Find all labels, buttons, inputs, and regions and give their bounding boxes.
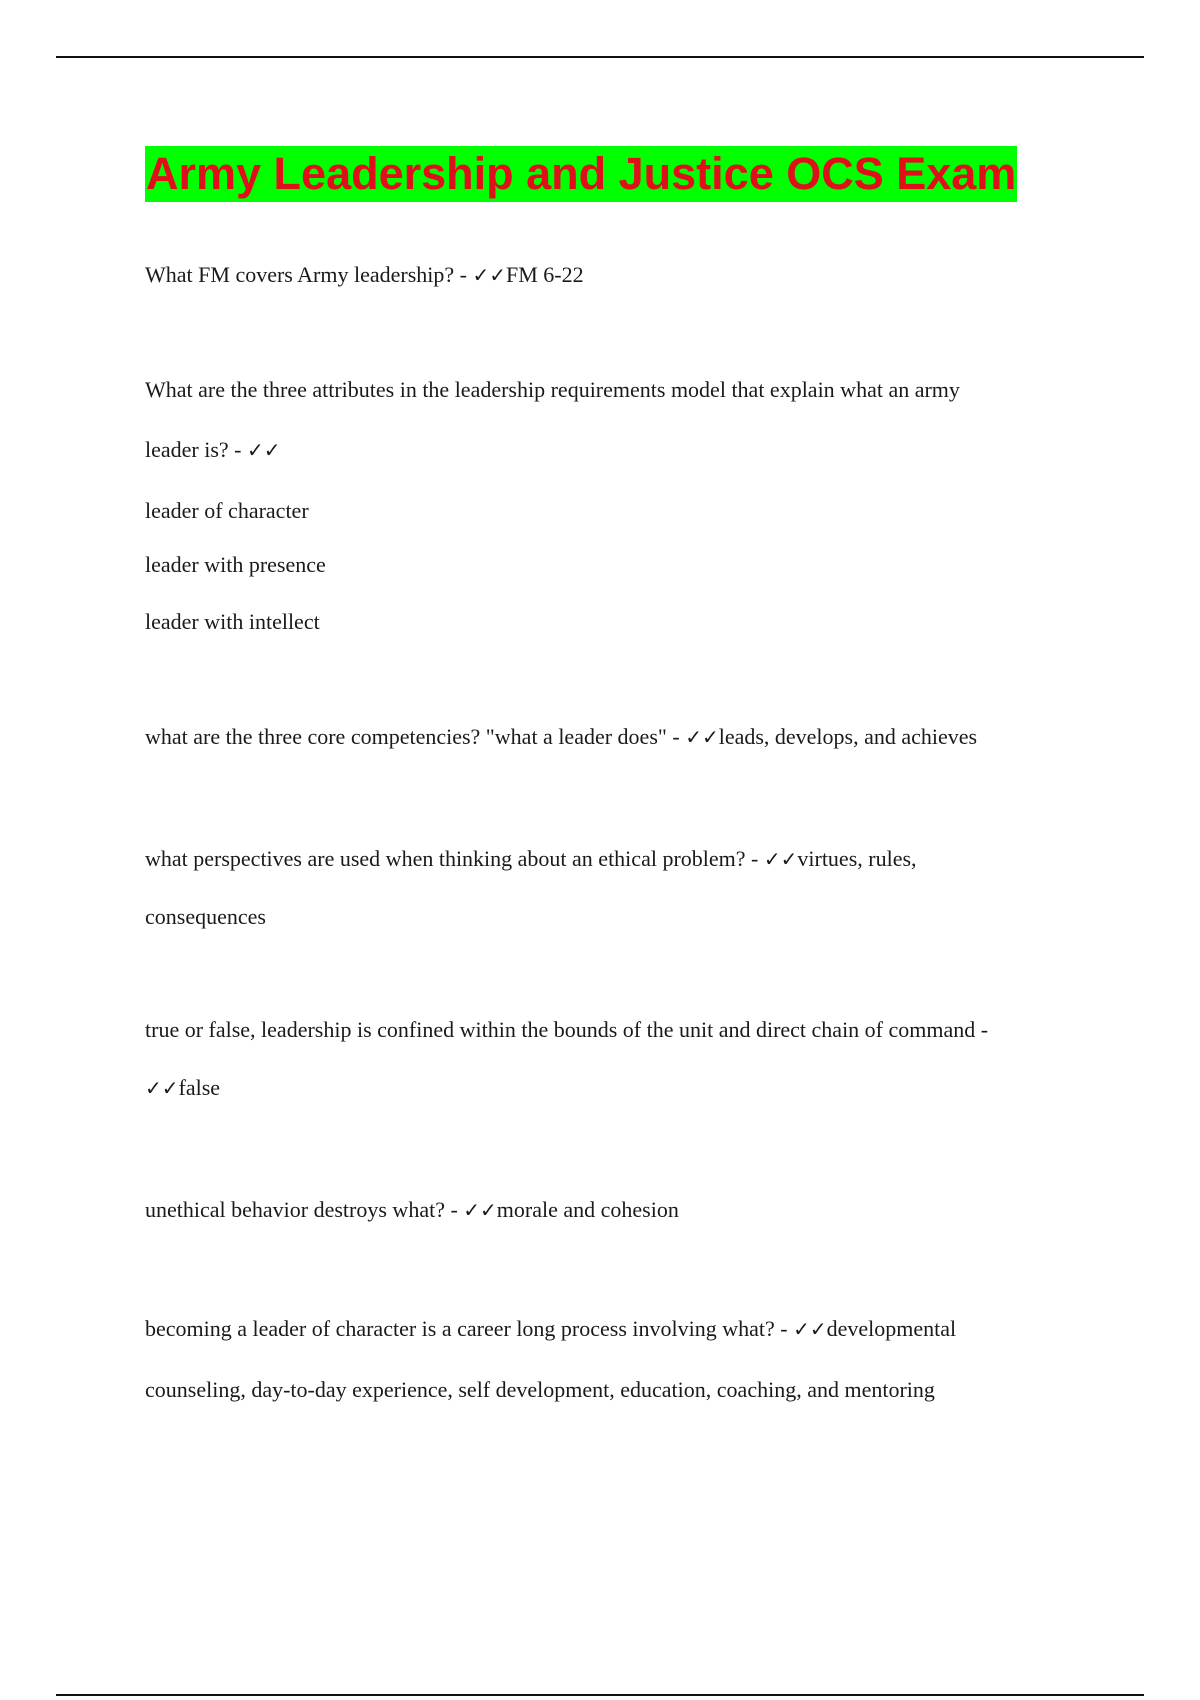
check-mark-icon: ✓✓: [463, 1198, 497, 1222]
qa-item-4-line-2: [145, 903, 266, 931]
answer-text: false: [178, 1075, 221, 1100]
qa-item-6: [145, 1196, 679, 1224]
document-title: Army Leadership and Justice OCS Exam: [145, 146, 1017, 202]
question-text: what perspectives are used when thinking about an ethical problem? -: [145, 846, 764, 871]
qa-item-2-answer-2: [145, 551, 326, 579]
question-text: what are the three core competencies? "what a leader does" -: [145, 724, 686, 749]
answer-text: developmental: [826, 1316, 957, 1341]
qa-item-5-line-1: [145, 1016, 988, 1044]
question-text: unethical behavior destroys what? -: [145, 1197, 464, 1222]
qa-item-4-line-1: [145, 845, 917, 873]
top-rule: [56, 56, 1144, 58]
qa-item-7-line-1: [145, 1315, 956, 1343]
answer-text: FM 6-22: [505, 262, 584, 287]
bottom-rule: [56, 1694, 1144, 1696]
answer-text: morale and cohesion: [496, 1197, 679, 1222]
check-mark-icon: ✓✓: [685, 725, 719, 749]
question-text: true or false, leadership is confined within the bounds of the unit and direct chain of command -: [145, 1017, 989, 1042]
question-text: leader is? -: [145, 437, 247, 462]
qa-item-2-answer-1: [145, 497, 309, 525]
answer-text: leader with presence: [145, 552, 326, 577]
check-mark-icon: ✓✓: [763, 847, 798, 871]
answer-text: leads, develops, and achieves: [718, 724, 978, 749]
check-mark-icon: ✓✓: [793, 1317, 827, 1341]
check-mark-icon: ✓✓: [472, 263, 506, 287]
question-text: becoming a leader of character is a career long process involving what? -: [145, 1316, 794, 1341]
answer-text: counseling, day-to-day experience, self development, education, coaching, and mentoring: [145, 1377, 935, 1402]
qa-item-1: [145, 261, 584, 289]
qa-item-3: [145, 723, 977, 751]
qa-item-7-line-2: [145, 1376, 935, 1404]
qa-item-5-line-2: [145, 1074, 220, 1102]
qa-item-2-question-line-1: [145, 376, 960, 404]
answer-text: consequences: [145, 904, 266, 929]
check-mark-icon: ✓✓: [247, 438, 281, 462]
answer-text: leader of character: [145, 498, 309, 523]
question-text: What are the three attributes in the leadership requirements model that explain what an army: [145, 377, 960, 402]
qa-item-2-answer-3: [145, 608, 320, 636]
title-block: [145, 146, 1017, 202]
check-mark-icon: ✓✓: [145, 1076, 179, 1100]
qa-item-2-question-line-2: [145, 436, 281, 464]
answer-text: leader with intellect: [145, 609, 320, 634]
answer-text: virtues, rules,: [797, 846, 917, 871]
question-text: What FM covers Army leadership? -: [145, 262, 473, 287]
